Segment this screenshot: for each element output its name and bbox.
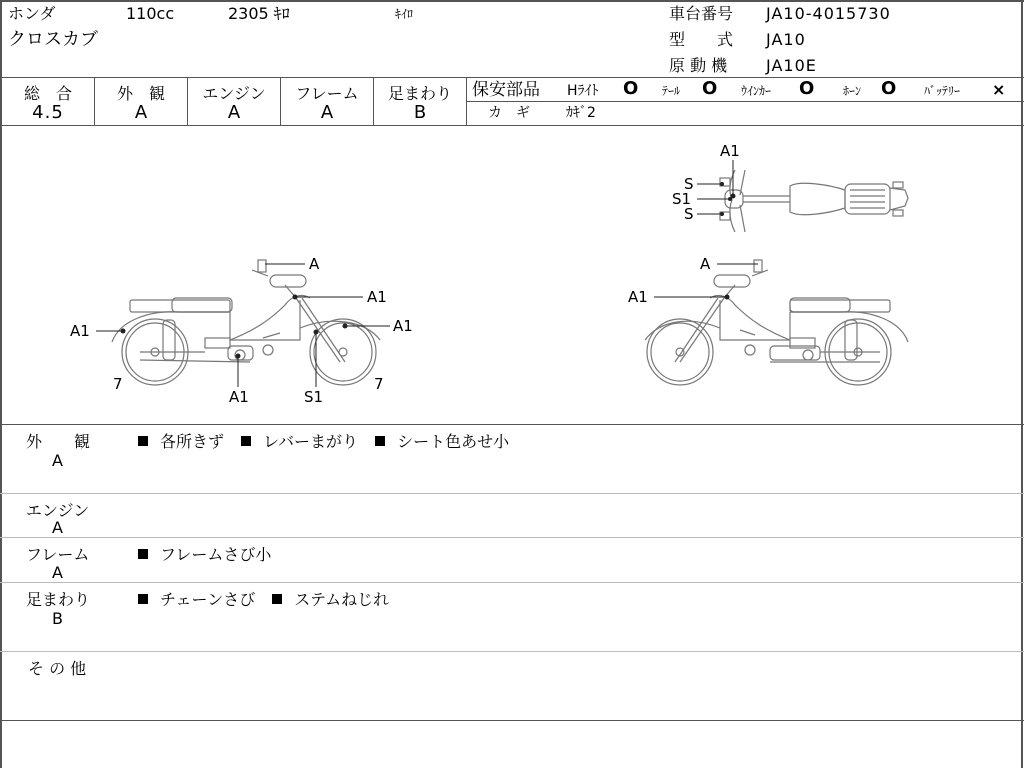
- frame-label: フレーム: [295, 84, 359, 103]
- bullet-icon: [138, 436, 148, 446]
- suspension-grade: B: [413, 102, 427, 123]
- top-view-bike: [720, 170, 908, 232]
- exterior-notes: [138, 429, 521, 452]
- suspension-label: 足まわり: [387, 84, 452, 103]
- engine-type: JA10E: [766, 56, 817, 75]
- headlight-label: Hﾗｲﾄ: [567, 83, 599, 99]
- left-a-label: A: [309, 255, 320, 273]
- right-side-bike: [645, 260, 908, 385]
- horn-label: ﾎｰﾝ: [843, 84, 862, 98]
- bullet-icon: [375, 436, 385, 446]
- left-7-label: 7: [374, 375, 384, 393]
- divider: [0, 651, 1024, 652]
- top-s-label: S: [684, 175, 694, 193]
- right-a-label: A: [700, 255, 711, 273]
- left-side-bike: [112, 260, 380, 385]
- total-score: 4.5: [32, 102, 64, 123]
- frame-number-label: 車台番号: [669, 4, 734, 23]
- divider: [0, 424, 1024, 425]
- model-type: JA10: [766, 30, 806, 49]
- left-a1-label: A1: [229, 388, 249, 406]
- engine-section-title: エンジン: [26, 501, 90, 520]
- frame-grade: A: [320, 102, 334, 123]
- bullet-icon: [138, 549, 148, 559]
- left-a1-label: A1: [70, 322, 90, 340]
- mileage: 2305 ｷﾛ: [228, 4, 290, 23]
- bullet-icon: [138, 594, 148, 604]
- note-item: ステムねじれ: [294, 590, 390, 609]
- model-type-label: 型 式: [669, 30, 734, 49]
- key-count: ｶｷﾞ2: [566, 105, 596, 121]
- maker: ホンダ: [8, 4, 56, 23]
- divider: [0, 720, 1024, 721]
- left-a1-label: A1: [393, 317, 413, 335]
- battery-mark: ×: [992, 80, 1006, 99]
- horn-mark: O: [881, 78, 897, 99]
- frame-notes: [138, 542, 283, 565]
- border-top: [0, 0, 1024, 2]
- mileage-unit: ｷｲﾛ: [395, 7, 414, 21]
- total-score-label: 総 合: [23, 84, 72, 103]
- bullet-icon: [272, 594, 282, 604]
- displacement: 110cc: [126, 4, 175, 23]
- divider: [0, 582, 1024, 583]
- model-name: クロスカブ: [8, 29, 98, 50]
- top-s1-label: S1: [672, 190, 692, 208]
- exterior-section-title: 外 観: [26, 432, 91, 451]
- top-a1-label: A1: [720, 142, 740, 160]
- engine-type-label: 原 動 機: [669, 56, 728, 75]
- note-item: フレームさび小: [160, 545, 272, 564]
- left-a1-label: A1: [367, 288, 387, 306]
- divider: [466, 77, 467, 125]
- note-item: チェーンさび: [160, 590, 256, 609]
- bullet-icon: [241, 436, 251, 446]
- note-item: 各所きず: [160, 432, 225, 451]
- right-a1-label: A1: [628, 288, 648, 306]
- frame-section-grade: A: [52, 563, 63, 582]
- frame-number: JA10-4015730: [766, 4, 891, 23]
- divider: [0, 493, 1024, 494]
- divider: [466, 101, 1024, 102]
- divider: [0, 77, 1024, 78]
- engine-label: エンジン: [202, 84, 266, 103]
- taillight-mark: O: [702, 78, 718, 99]
- winker-mark: O: [799, 78, 815, 99]
- top-s-label: S: [684, 205, 694, 223]
- note-item: シート色あせ小: [397, 432, 510, 451]
- divider: [0, 537, 1024, 538]
- note-item: レバーまがり: [263, 432, 358, 451]
- taillight-label: ﾃｰﾙ: [662, 84, 681, 98]
- frame-section-title: フレーム: [26, 545, 90, 564]
- key-label: カ ギ: [488, 105, 530, 121]
- winker-label: ｳｲﾝｶｰ: [741, 84, 772, 98]
- safety-parts-label: 保安部品: [472, 80, 540, 100]
- suspension-section-title: 足まわり: [26, 590, 91, 609]
- battery-label: ﾊﾞｯﾃﾘｰ: [924, 84, 961, 98]
- exterior-label: 外 観: [116, 84, 165, 103]
- left-7-label: 7: [113, 375, 123, 393]
- engine-grade: A: [227, 102, 241, 123]
- engine-section-grade: A: [52, 518, 63, 537]
- suspension-notes: [138, 587, 401, 610]
- headlight-mark: O: [623, 78, 639, 99]
- other-section-title: そ の 他: [28, 659, 87, 678]
- left-s1-label: S1: [304, 388, 324, 406]
- exterior-grade: A: [134, 102, 148, 123]
- suspension-section-grade: B: [52, 609, 63, 628]
- exterior-section-grade: A: [52, 451, 63, 470]
- damage-diagram: [0, 126, 1022, 424]
